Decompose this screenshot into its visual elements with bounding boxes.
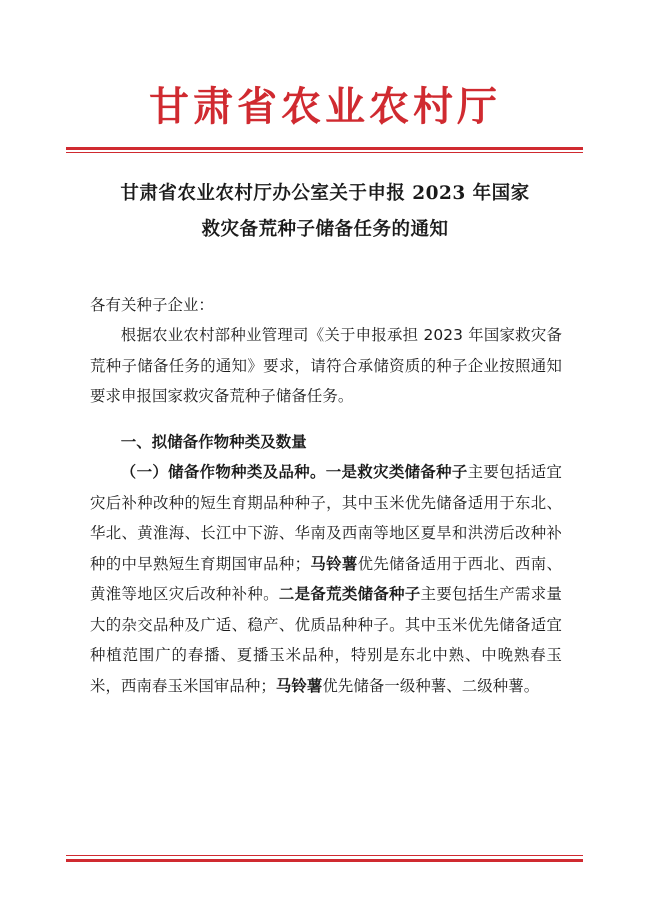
letterhead-title: 甘肃省农业农村厅 (149, 83, 501, 130)
paragraph-text: 优先储备一级种薯、二级种薯。 (322, 676, 540, 695)
salutation (90, 290, 562, 321)
letterhead-divider-thick (66, 147, 583, 150)
section-heading (90, 427, 562, 458)
emphasis-potato: 马铃薯 (310, 554, 358, 573)
subsection-paragraph-text (90, 457, 562, 701)
paragraph-text: 主要包括生产需求量大的杂交品种及广适、稳产、优质品种种子。其中玉米优先储备适宜种植范围广的春播、夏播玉米品种，特别是东北中熟、中晚熟春玉米，西南春玉米国审品种； (90, 585, 562, 695)
emphasis-famine-reserve-seeds: 二是备荒类储备种子 (278, 585, 421, 603)
subsection-heading: （一）储备作物种类及品种。 (120, 463, 326, 481)
paragraph-text: 优先储备适用于西北、西南、黄淮等地区灾后改种补种。 (90, 554, 562, 603)
letterhead-divider-thin (66, 152, 583, 153)
emphasis-disaster-relief-seeds: 一是救灾类储备种子 (325, 463, 468, 481)
intro-paragraph-text: 根据农业农村部种业管理司《关于申报承担 2023 年国家救灾备荒种子储备任务的通知》要求，请符合承储资质的种子企业按照通知要求申报国家救灾备荒种子储备任务。 (90, 326, 562, 405)
document-title-line-2: 救灾备荒种子储备任务的通知 (201, 219, 449, 240)
footer-divider-thick (66, 859, 583, 862)
footer-divider-thin (66, 855, 583, 856)
section-heading-text: 一、拟储备作物种类及数量 (120, 433, 307, 451)
document-title-line-1: 甘肃省农业农村厅办公室关于申报 2023 年国家 (120, 183, 530, 204)
emphasis-potato: 马铃薯 (275, 676, 323, 695)
salutation-text: 各有关种子企业： (90, 296, 214, 314)
intro-paragraph (90, 320, 562, 412)
paragraph-text: 主要包括适宜灾后补种改种的短生育期品种种子，其中玉米优先储备适用于东北、华北、黄淮海、长江中下游、华南及西南等地区夏旱和洪涝后改种补种的中早熟短生育期国审品种； (90, 463, 562, 573)
subsection-paragraph (90, 457, 562, 701)
